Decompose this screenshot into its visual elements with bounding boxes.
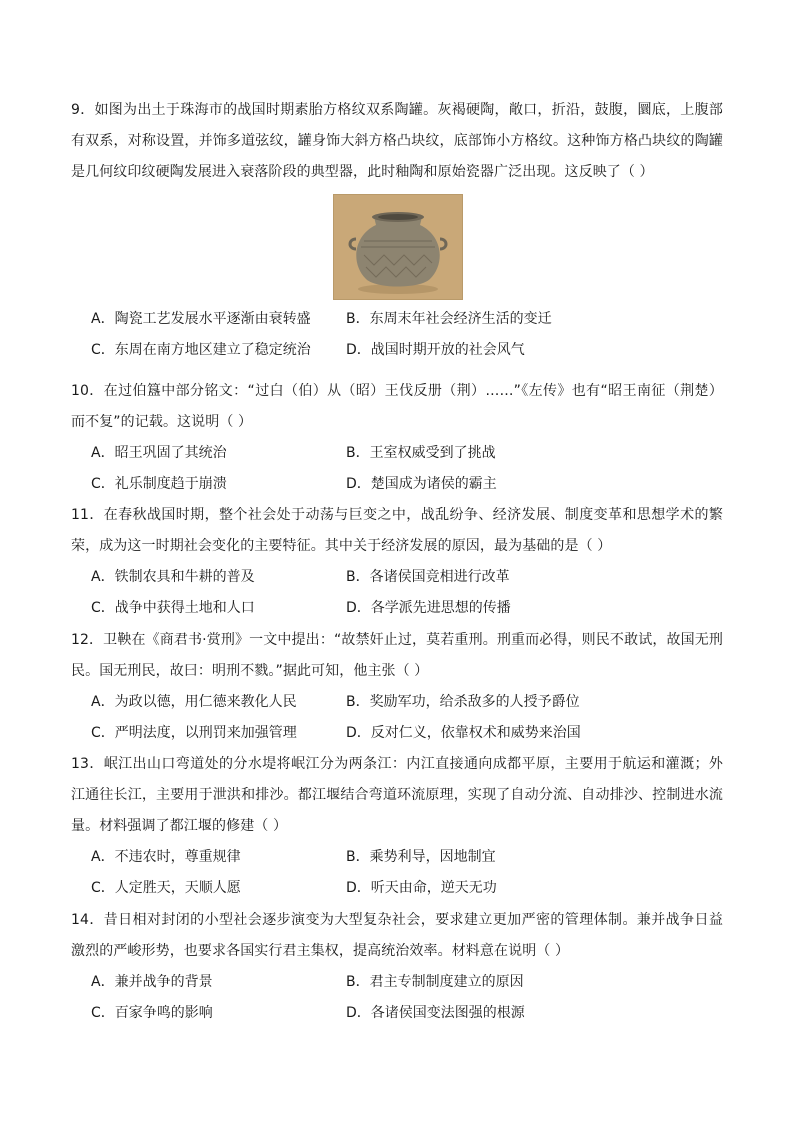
option-d[interactable]: D．各学派先进思想的传播: [346, 600, 511, 616]
option-a[interactable]: A．铁制农具和牛耕的普及: [91, 569, 255, 585]
option-d[interactable]: D．各诸侯国变法图强的根源: [346, 1005, 525, 1021]
option-b[interactable]: B．各诸侯国竞相进行改革: [346, 569, 510, 585]
option-d[interactable]: D．战国时期开放的社会风气: [346, 342, 525, 358]
question-12: [71, 625, 723, 749]
option-d[interactable]: D．听天由命，逆天无功: [346, 880, 497, 896]
question-stem: 11．在春秋战国时期，整个社会处于动荡与巨变之中，战乱纷争、经济发展、制度变革和思想学术的繁荣，成为这一时期社会变化的主要特征。其中关于经济发展的原因，最为基础的是（ ）: [71, 507, 723, 554]
option-a[interactable]: A．昭王巩固了其统治: [91, 445, 227, 461]
option-d[interactable]: D．反对仁义，依靠权术和威势来治国: [346, 725, 581, 741]
option-a[interactable]: A．陶瓷工艺发展水平逐渐由衰转盛: [91, 311, 311, 327]
option-c[interactable]: C．人定胜天，天顺人愿: [91, 880, 241, 896]
question-10: [71, 376, 723, 500]
question-stem: 13．岷江出山口弯道处的分水堤将岷江分为两条江：内江直接通向成都平原，主要用于航运和灌溉；外江通往长江，主要用于泄洪和排沙。都江堰结合弯道环流原理，实现了自动分流、自动排沙、控制进水流量。材料强调了都江堰的修建（ ）: [71, 756, 723, 834]
question-11: [71, 500, 723, 624]
options: [71, 304, 723, 366]
option-b[interactable]: B．东周末年社会经济生活的变迁: [346, 311, 552, 327]
options: [71, 967, 723, 1029]
question-13: [71, 749, 723, 904]
options: [71, 562, 723, 624]
options: [71, 687, 723, 749]
option-a[interactable]: A．为政以德，用仁德来教化人民: [91, 694, 297, 710]
option-c[interactable]: C．严明法度，以刑罚来加强管理: [91, 725, 297, 741]
question-stem: 14．昔日相对封闭的小型社会逐步演变为大型复杂社会，要求建立更加严密的管理体制。兼并战争日益激烈的严峻形势，也要求各国实行君主集权，提高统治效率。材料意在说明（ ）: [71, 912, 723, 959]
pottery-jar-icon: [334, 195, 462, 299]
pottery-jar-figure: [333, 194, 463, 300]
option-b[interactable]: B．君主专制制度建立的原因: [346, 974, 524, 990]
options: [71, 438, 723, 500]
question-stem: 12．卫鞅在《商君书·赏刑》一文中提出：“故禁奸止过，莫若重刑。刑重而必得，则民不敢试，故国无刑民。国无刑民，故曰：明刑不戮。”据此可知，他主张（ ）: [71, 632, 723, 679]
question-9: [71, 95, 723, 366]
option-b[interactable]: B．奖励军功，给杀敌多的人授予爵位: [346, 694, 580, 710]
option-a[interactable]: A．不违农时，尊重规律: [91, 849, 241, 865]
option-c[interactable]: C．礼乐制度趋于崩溃: [91, 476, 227, 492]
question-14: [71, 905, 723, 1029]
question-stem: 10．在过伯簋中部分铭文：“过白（伯）从（昭）王伐反册（荆）……”《左传》也有“昭王南征（荆楚）而不复”的记载。这说明（ ）: [71, 383, 723, 430]
option-a[interactable]: A．兼并战争的背景: [91, 974, 213, 990]
options: [71, 842, 723, 904]
option-d[interactable]: D．楚国成为诸侯的霸主: [346, 476, 497, 492]
question-stem: 9．如图为出土于珠海市的战国时期素胎方格纹双系陶罐。灰褐硬陶，敞口，折沿，鼓腹，圜底，上腹部有双系，对称设置，并饰多道弦纹，罐身饰大斜方格凸块纹，底部饰小方格纹。这种饰方格凸块纹的陶罐是几何纹印纹硬陶发展进入衰落阶段的典型器，此时釉陶和原始瓷器广泛出现。这反映了（ ）: [71, 102, 723, 180]
option-b[interactable]: B．王室权威受到了挑战: [346, 445, 496, 461]
option-c[interactable]: C．百家争鸣的影响: [91, 1005, 213, 1021]
option-c[interactable]: C．东周在南方地区建立了稳定统治: [91, 342, 311, 358]
option-c[interactable]: C．战争中获得土地和人口: [91, 600, 255, 616]
option-b[interactable]: B．乘势利导，因地制宜: [346, 849, 496, 865]
